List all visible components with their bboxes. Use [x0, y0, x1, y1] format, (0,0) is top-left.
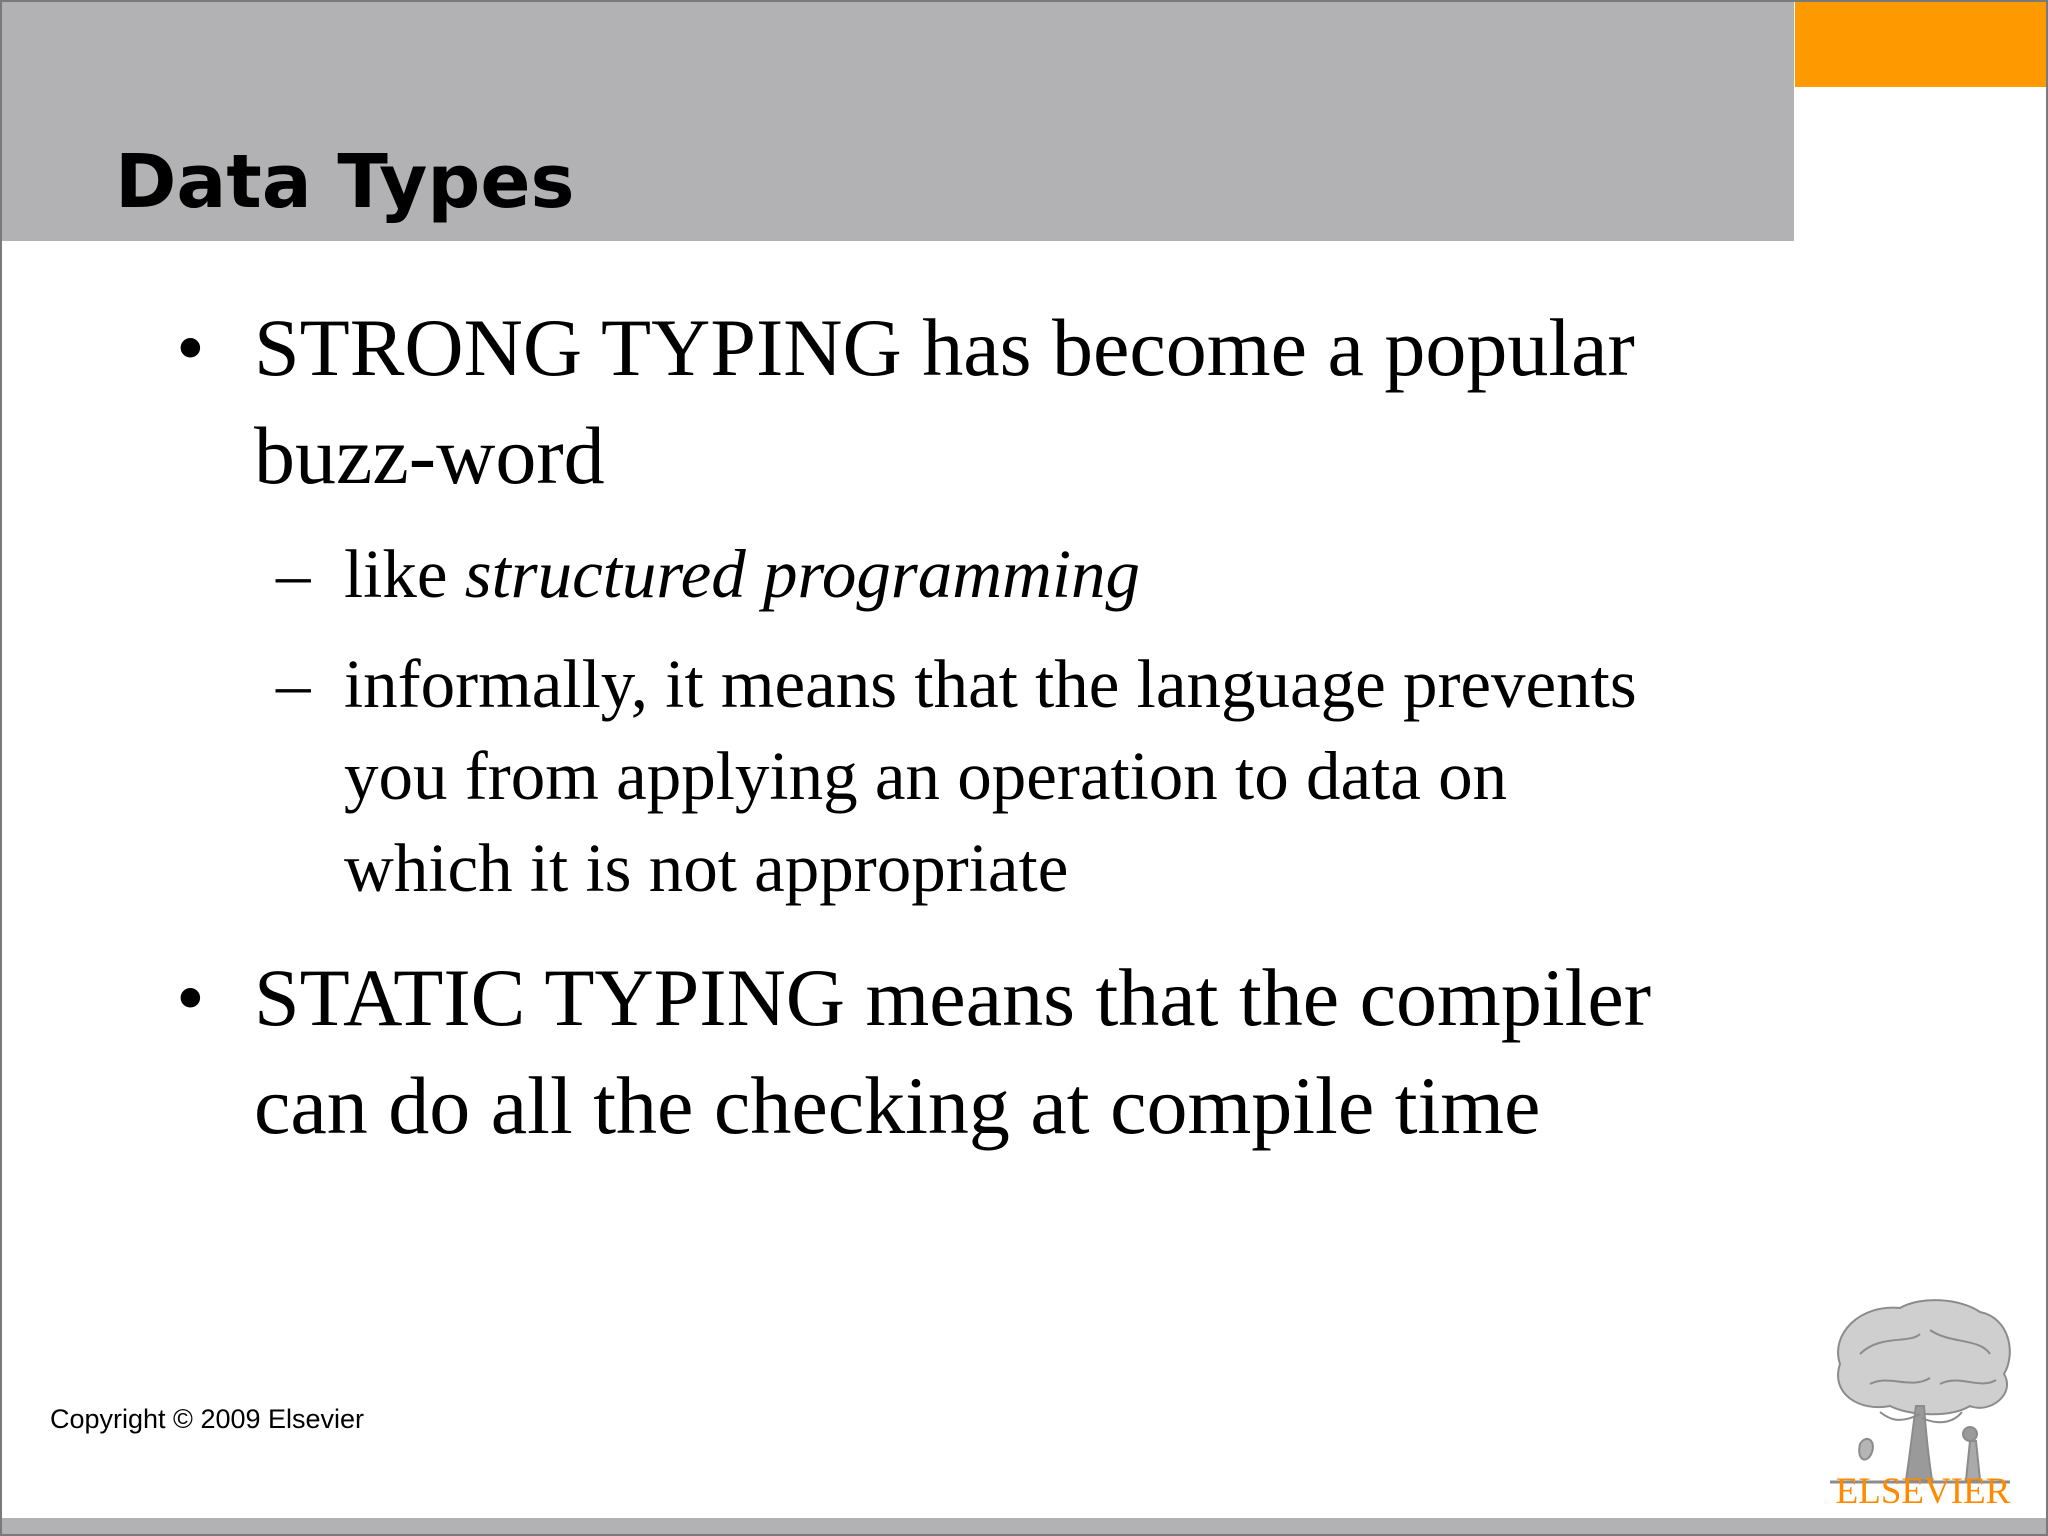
sub-text: which it is not appropriate [344, 830, 1069, 906]
sub-bullets [172, 528, 1872, 914]
sub-bullet-structured [172, 528, 1872, 620]
slide-title: Data Types [115, 139, 575, 225]
bullet-text: STRONG TYPING has become a popular [254, 302, 1635, 393]
sub-text: you from applying an operation to data on [344, 738, 1508, 814]
slide-content [172, 294, 1872, 1178]
sub-dash: – [276, 646, 311, 722]
copyright-notice: Copyright © 2009 Elsevier [50, 1404, 365, 1434]
sub-dash: – [276, 536, 311, 612]
bullet-text: can do all the checking at compile time [254, 1060, 1541, 1151]
elsevier-wordmark: ELSEVIER [1835, 1471, 2011, 1512]
bottom-bar [2, 1518, 2048, 1536]
accent-block [1795, 2, 2048, 87]
sub-text: informally, it means that the language prevents [344, 646, 1637, 722]
sub-bullet-informally [172, 638, 1872, 914]
bullet-dot: • [176, 952, 205, 1043]
bullet-text: STATIC TYPING means that the compiler [254, 952, 1652, 1043]
bullet-text: buzz-word [254, 410, 605, 501]
sub-text: like [344, 536, 465, 612]
bullet-strong-typing [172, 294, 1872, 510]
sub-text-italic: structured programming [464, 536, 1141, 612]
bullet-dot: • [176, 302, 205, 393]
bullet-static-typing [172, 944, 1872, 1160]
